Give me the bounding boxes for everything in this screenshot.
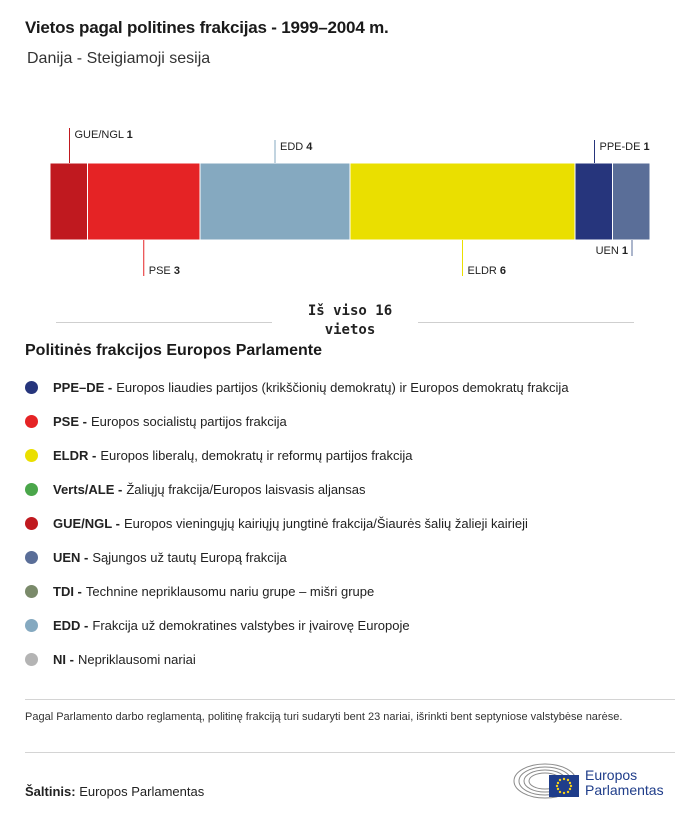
legend-desc: Europos socialistų partijos frakcija <box>90 413 287 429</box>
bar-label-value: 1 <box>643 141 650 153</box>
legend-abbr: Verts/ALE - <box>53 481 123 497</box>
legend-color-dot <box>25 415 38 428</box>
bar-label <box>149 265 180 277</box>
legend-desc: Europos vieningųjų kairiųjų jungtinė frakcija/Šiaurės šalių žalieji kairieji <box>123 515 528 531</box>
footnote: Pagal Parlamento darbo reglamentą, politinę frakciją turi sudaryti bent 23 nariai, išrinkti bent septyniose valstybėse narėse. <box>25 711 623 723</box>
bar-label <box>600 141 650 153</box>
total-seats-label <box>290 302 410 340</box>
bar-segment-guengl <box>50 163 88 240</box>
legend-abbr: PPE–DE - <box>53 379 113 395</box>
bar-label-name: PPE-DE <box>599 141 644 153</box>
legend-abbr: UEN - <box>53 549 89 565</box>
source-label: Šaltinis: <box>25 784 76 799</box>
legend-item <box>25 472 685 506</box>
legend-abbr: GUE/NGL - <box>53 515 120 531</box>
legend-color-dot <box>25 619 38 632</box>
legend-item <box>25 574 685 608</box>
total-seats-line1: Iš viso 16 <box>307 303 393 319</box>
legend-color-dot <box>25 483 38 496</box>
bar-label-value: 1 <box>621 245 628 257</box>
legend-abbr: ELDR - <box>53 447 97 463</box>
total-divider-right <box>418 322 634 323</box>
bar-label <box>468 265 507 277</box>
total-divider-left <box>56 322 272 323</box>
footer-divider-top <box>25 699 675 700</box>
logo-wordmark <box>585 768 664 798</box>
legend-color-dot <box>25 653 38 666</box>
bar-label <box>75 129 133 141</box>
legend-color-dot <box>25 551 38 564</box>
seat-bar-chart <box>0 120 700 285</box>
legend-item <box>25 370 685 404</box>
bar-label-value: 6 <box>499 265 507 277</box>
bar-label-name: UEN <box>595 245 622 257</box>
legend-color-dot <box>25 585 38 598</box>
logo-line2: Parlamentas <box>585 782 664 798</box>
legend-abbr: TDI - <box>53 583 82 599</box>
legend-title: Politinės frakcijos Europos Parlamente <box>25 342 322 359</box>
legend-color-dot <box>25 381 38 394</box>
legend-item <box>25 438 685 472</box>
legend-abbr: EDD - <box>53 617 89 633</box>
parliament-hemicycle-icon <box>513 762 581 800</box>
footer-divider-bottom <box>25 752 675 753</box>
legend-desc: Žaliųjų frakcija/Europos laisvasis aljansas <box>126 481 366 497</box>
legend-abbr: PSE - <box>53 413 87 429</box>
bar-label-name: PSE <box>148 265 174 277</box>
legend-desc: Technine nepriklausomu nariu grupe – mišri grupe <box>85 583 375 599</box>
legend-list <box>25 370 685 676</box>
legend-desc: Europos liaudies partijos (krikščionių demokratų) ir Europos demokratų frakcija <box>116 379 569 395</box>
bar-label <box>596 245 628 257</box>
bar-segment-eldr <box>350 163 575 240</box>
european-parliament-logo <box>513 762 683 802</box>
legend-desc: Europos liberalų, demokratų ir reformų partijos frakcija <box>100 447 413 463</box>
legend-item <box>25 642 685 676</box>
bar-label-value: 4 <box>306 141 313 153</box>
bar-segment-edd <box>200 163 350 240</box>
logo-line1: Europos <box>585 767 638 783</box>
legend-desc: Nepriklausomi nariai <box>77 651 196 667</box>
total-seats-line2: vietos <box>324 322 376 338</box>
legend-color-dot <box>25 517 38 530</box>
legend-desc: Sąjungos už tautų Europą frakcija <box>92 549 287 565</box>
legend-item <box>25 540 685 574</box>
bar-label-value: 3 <box>173 265 180 277</box>
bar-label-name: GUE/NGL <box>74 129 127 141</box>
legend-item <box>25 506 685 540</box>
legend-item <box>25 404 685 438</box>
bar-segment-pse <box>88 163 201 240</box>
chart-title: Vietos pagal politines frakcijas - 1999–2004 m. <box>25 18 389 37</box>
legend-color-dot <box>25 449 38 462</box>
legend-abbr: NI - <box>53 651 74 667</box>
bar-label-value: 1 <box>126 129 133 141</box>
source-line <box>25 784 204 799</box>
legend-desc: Frakcija už demokratines valstybes ir įvairovę Europoje <box>92 617 410 633</box>
bar-segment-uen <box>613 163 651 240</box>
chart-subtitle: Danija - Steigiamoji sesija <box>27 50 211 67</box>
bar-label-name: ELDR <box>467 265 500 277</box>
bar-label <box>280 141 313 153</box>
bar-segment-ppede <box>575 163 613 240</box>
source-value: Europos Parlamentas <box>79 784 205 799</box>
bar-label-name: EDD <box>280 141 307 153</box>
legend-item <box>25 608 685 642</box>
